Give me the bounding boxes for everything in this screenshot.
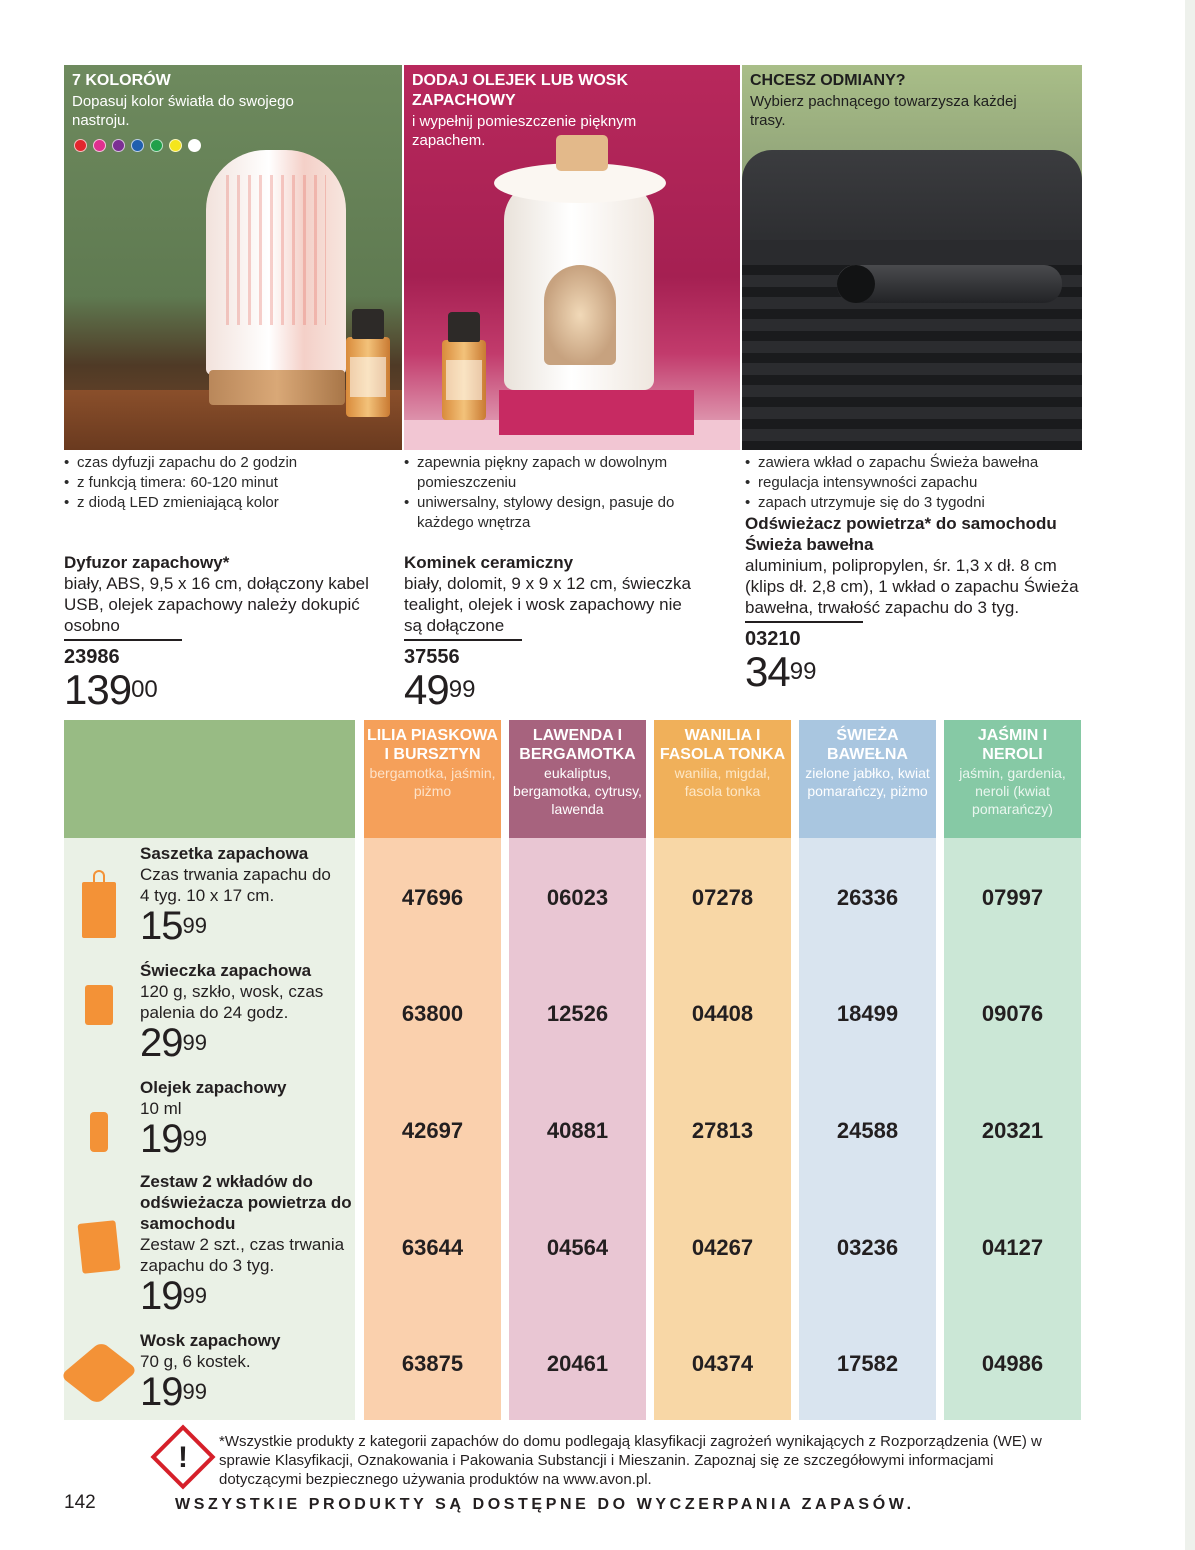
product-code-cell: 04408: [691, 1001, 754, 1026]
price-cents: 99: [182, 1379, 207, 1404]
hazard-exclamation-icon: !: [178, 1441, 188, 1474]
scent-header: [364, 720, 501, 838]
product-code-cell: 40881: [546, 1118, 609, 1143]
scent-notes: eukaliptus, bergamotka, cytrusy, lawenda: [513, 765, 642, 817]
row-price: [140, 1023, 355, 1063]
product-burner: [404, 453, 742, 533]
scent-column: [654, 720, 791, 1420]
oil-bottle-image: [346, 337, 390, 417]
product-code-cell: 12526: [546, 1001, 609, 1026]
row-price: [140, 1372, 355, 1412]
candle-icon: [85, 985, 113, 1025]
bullet: • uniwersalny, stylowy design, pasuje do każdego wnętrza: [404, 493, 714, 533]
hero-1-header: 7 KOLORÓW: [72, 72, 171, 89]
row-price: [140, 1119, 355, 1159]
color-dots: [74, 139, 201, 152]
hero-2-subtitle: i wypełnij pomieszczenie pięknym zapachem.: [412, 113, 637, 149]
bullet: • z funkcją timera: 60-120 minut: [64, 473, 402, 493]
color-dot-6: [169, 139, 182, 152]
dashboard: [742, 150, 1082, 250]
product-code-cell: 07997: [981, 885, 1044, 910]
product-description: aluminium, polipropylen, śr. 1,3 x dł. 8 cm (klips dł. 2,8 cm), 1 wkład o zapachu Świeża bawełna, trwałość zapachu do 3 tyg.: [745, 556, 1079, 617]
car-vent-photo: [742, 65, 1082, 450]
price-cents: 00: [131, 676, 158, 703]
scent-title: LILIA PIASKOWA I BURSZTYN: [367, 727, 498, 763]
scent-title: JAŚMIN I NEROLI: [977, 727, 1048, 763]
hero-3-subtitle: Wybierz pachnącego towarzysza każdej trasy.: [750, 93, 1017, 129]
product-bullets: [64, 453, 402, 513]
product-price: [745, 648, 1083, 695]
row-description: Zestaw 2 szt., czas trwania zapachu do 3 tyg.: [140, 1235, 345, 1275]
color-dot-4: [131, 139, 144, 152]
product-code-cell: 27813: [691, 1118, 754, 1143]
oil-bottle-icon: [90, 1112, 108, 1152]
price-cents: 99: [789, 658, 817, 685]
row-price: [140, 906, 355, 946]
product-code-cell: 42697: [401, 1118, 464, 1143]
bullet: • zapach utrzymuje się do 3 tygodni: [745, 493, 1083, 513]
product-code-cell: 04127: [981, 1235, 1044, 1260]
row-oil: [140, 1077, 355, 1159]
row-wax: [140, 1330, 355, 1412]
product-code-cell: 26336: [836, 885, 899, 910]
availability-slogan: WSZYSTKIE PRODUKTY SĄ DOSTĘPNE DO WYCZERPANIA ZAPASÓW.: [175, 1496, 915, 1513]
hero-2-header: DODAJ OLEJEK LUB WOSK ZAPACHOWY: [412, 72, 629, 109]
scent-title: LAWENDA I BERGAMOTKA: [519, 727, 636, 763]
row-name: Saszetka zapachowa: [140, 844, 309, 863]
diffuser-image: [206, 150, 346, 375]
divider: [745, 621, 863, 623]
product-code: 23986: [64, 646, 120, 668]
bullet: • zapewnia piękny zapach w dowolnym pomieszczeniu: [404, 453, 714, 493]
price-main: 49: [404, 666, 449, 713]
product-burner-info: [404, 552, 742, 711]
scent-header: [509, 720, 646, 838]
product-bullets: [404, 453, 714, 533]
row-description: 120 g, szkło, wosk, czas palenia do 24 godz.: [140, 982, 324, 1022]
row-name: Olejek zapachowy: [140, 1078, 287, 1097]
product-code-cell: 07278: [691, 885, 754, 910]
product-code: 03210: [745, 628, 801, 650]
bullet: • zawiera wkład o zapachu Świeża bawełna: [745, 453, 1083, 473]
divider: [64, 639, 182, 641]
row-name: Świeczka zapachowa: [140, 961, 312, 980]
product-code-cell: 20461: [546, 1351, 609, 1376]
hero-1-subtitle: Dopasuj kolor światła do swojego nastroju.: [72, 93, 294, 129]
scent-notes: jaśmin, gardenia, neroli (kwiat pomarańczy): [959, 765, 1066, 817]
price-main: 29: [140, 1021, 183, 1065]
scent-header: [799, 720, 936, 838]
price-cents: 99: [182, 913, 207, 938]
table-corner-header: [64, 720, 355, 838]
product-code-cell: 03236: [836, 1235, 899, 1260]
burner-photo: [404, 65, 740, 450]
price-main: 15: [140, 904, 183, 948]
bullet: • z diodą LED zmieniającą kolor: [64, 493, 402, 513]
product-bullets: [745, 453, 1083, 513]
sachet-icon: [82, 882, 116, 938]
product-code-cell: 24588: [836, 1118, 899, 1143]
price-main: 19: [140, 1370, 183, 1414]
product-name: Dyfuzor zapachowy*: [64, 553, 230, 572]
product-code: 37556: [404, 646, 460, 668]
product-price: [404, 666, 742, 713]
price-cents: 99: [182, 1030, 207, 1055]
sachet-string-icon: [93, 870, 105, 884]
product-price: [64, 666, 402, 713]
row-name: Zestaw 2 wkładów do odświeżacza powietrza do samochodu: [140, 1172, 352, 1233]
scent-header: [654, 720, 791, 838]
product-description: biały, ABS, 9,5 x 16 cm, dołączony kabel USB, olejek zapachowy należy dokupić osobno: [64, 574, 369, 635]
divider: [404, 639, 522, 641]
product-code-cell: 47696: [401, 885, 464, 910]
car-freshener-image: [837, 265, 1062, 303]
product-diffuser: [64, 453, 402, 513]
product-code-cell: 04564: [546, 1235, 609, 1260]
scent-notes: zielone jabłko, kwiat pomarańczy, piżmo: [805, 765, 930, 799]
color-dot-7: [188, 139, 201, 152]
scent-notes: wanilia, migdał, fasola tonka: [674, 765, 771, 799]
diffuser-wood-base: [209, 370, 345, 405]
price-main: 139: [64, 666, 132, 713]
scent-title: ŚWIEŻA BAWEŁNA: [827, 727, 908, 763]
row-car-refill: [140, 1171, 355, 1316]
price-main: 19: [140, 1117, 183, 1161]
page-edge: [1185, 0, 1195, 1550]
price-cents: 99: [182, 1126, 207, 1151]
hero-3-header: CHCESZ ODMIANY?: [750, 72, 906, 89]
bullet: • czas dyfuzji zapachu do 2 godzin: [64, 453, 402, 473]
scent-column: [799, 720, 936, 1420]
row-price: [140, 1276, 355, 1316]
color-dot-2: [93, 139, 106, 152]
product-name: Kominek ceramiczny: [404, 553, 574, 572]
price-main: 19: [140, 1274, 183, 1318]
burner-opening: [544, 265, 616, 365]
row-description: Czas trwania zapachu do 4 tyg. 10 x 17 cm.: [140, 865, 331, 905]
row-name: Wosk zapachowy: [140, 1331, 281, 1350]
product-code-cell: 17582: [836, 1351, 899, 1376]
color-dot-3: [112, 139, 125, 152]
product-description: biały, dolomit, 9 x 9 x 12 cm, świeczka tealight, olejek i wosk zapachowy nie są dołączone: [404, 574, 691, 635]
row-description: 10 ml: [140, 1099, 182, 1118]
scent-column: [509, 720, 646, 1420]
scent-column: [364, 720, 501, 1420]
product-code-cell: 63800: [401, 1001, 464, 1026]
product-code-cell: 20321: [981, 1118, 1044, 1143]
color-dot-1: [74, 139, 87, 152]
scent-title: WANILIA I FASOLA TONKA: [659, 727, 786, 763]
color-dot-5: [150, 139, 163, 152]
scent-notes: bergamotka, jaśmin, piżmo: [369, 765, 496, 799]
oil-bottle-image: [442, 340, 486, 420]
scent-header: [944, 720, 1081, 838]
product-code-cell: 63875: [401, 1351, 464, 1376]
row-sachet: [140, 843, 355, 946]
product-name: Odświeżacz powietrza* do samochodu Świeża bawełna: [745, 514, 1057, 554]
product-diffuser-info: [64, 552, 402, 711]
scent-column: [944, 720, 1081, 1420]
bullet: • regulacja intensywności zapachu: [745, 473, 1083, 493]
product-code-cell: 09076: [981, 1001, 1044, 1026]
footnote: *Wszystkie produkty z kategorii zapachów do domu podlegają klasyfikacji zagrożeń wynikających z Rozporządzenia (WE) w sprawie Klasyfikacji, Oznakowania i Pakowania Substancji i Mieszanin. Zapoznaj się ze szczegółowymi informacjami dotyczącymi bezpiecznego używania produktów na www.avon.pl.: [219, 1433, 1042, 1488]
product-code-cell: 63644: [401, 1235, 464, 1260]
row-description: 70 g, 6 kostek.: [140, 1352, 251, 1371]
product-code-cell: 18499: [836, 1001, 899, 1026]
price-main: 34: [745, 648, 790, 695]
product-code-cell: 04374: [691, 1351, 754, 1376]
product-code-cell: 04986: [981, 1351, 1044, 1376]
product-code-cell: 06023: [546, 885, 609, 910]
refill-icon: [77, 1220, 120, 1274]
page-number: 142: [64, 1492, 96, 1513]
price-cents: 99: [182, 1283, 207, 1308]
diffuser-photo: [64, 65, 402, 450]
product-car-freshener: [745, 453, 1083, 693]
pink-stand: [499, 390, 694, 435]
price-cents: 99: [448, 676, 476, 703]
row-candle: [140, 960, 355, 1063]
product-code-cell: 04267: [691, 1235, 754, 1260]
